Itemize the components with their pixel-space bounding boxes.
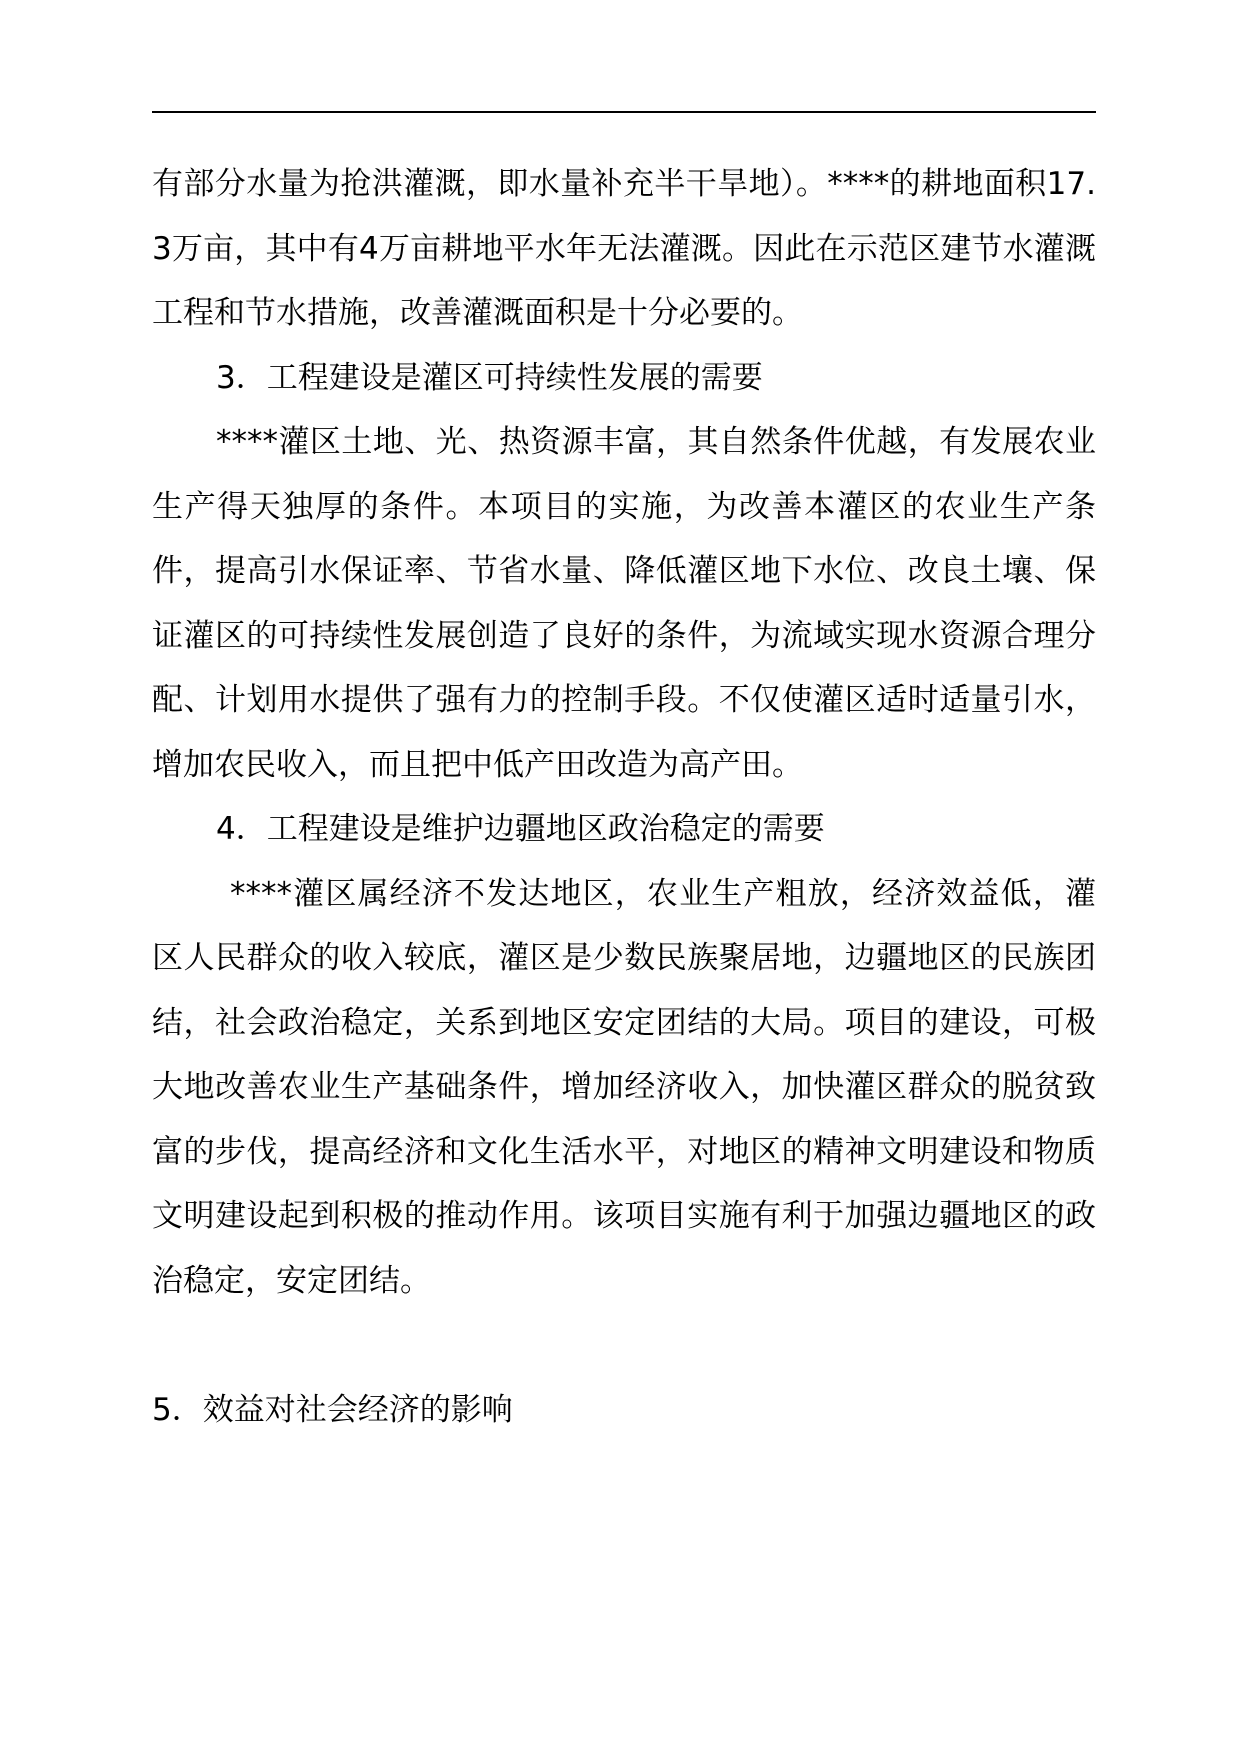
- section-heading-3: 3．工程建设是灌区可持续性发展的需要: [216, 359, 763, 396]
- paragraph-section-3: ****灌区土地、光、热资源丰富，其自然条件优越，有发展农业生产得天独厚的条件。本项目的实施，为改善本灌区的农业生产条件，提高引水保证率、节省水量、降低灌区地下水位、改良土壤、保证灌区的可持续性发展创造了良好的条件，为流域实现水资源合理分配、计划用水提供了强有力的控制手段。不仅使灌区适时适量引水，增加农民收入，而且把中低产田改造为高产田。: [152, 424, 1096, 783]
- header-rule: [152, 111, 1096, 113]
- section-heading-4: 4．工程建设是维护边疆地区政治稳定的需要: [216, 811, 825, 847]
- blank-line: [152, 1313, 1096, 1378]
- paragraph-continuation: 有部分水量为抢洪灌溉，即水量补充半干旱地）。****的耕地面积17.3万亩，其中有4万亩耕地平水年无法灌溉。因此在示范区建节水灌溉工程和节水措施，改善灌溉面积是十分必要的。: [152, 166, 1096, 331]
- document-body: [152, 152, 1096, 1443]
- paragraph-section-4: ****灌区属经济不发达地区，农业生产粗放，经济效益低，灌区人民群众的收入较底，灌区是少数民族聚居地，边疆地区的民族团结，社会政治稳定，关系到地区安定团结的大局。项目的建设，可极大地改善农业生产基础条件，增加经济收入，加快灌区群众的脱贫致富的步伐，提高经济和文化生活水平，对地区的精神文明建设和物质文明建设起到积极的推动作用。该项目实施有利于加强边疆地区的政治稳定，安定团结。: [152, 875, 1096, 1299]
- section-heading-5: 5．效益对社会经济的影响: [152, 1392, 513, 1428]
